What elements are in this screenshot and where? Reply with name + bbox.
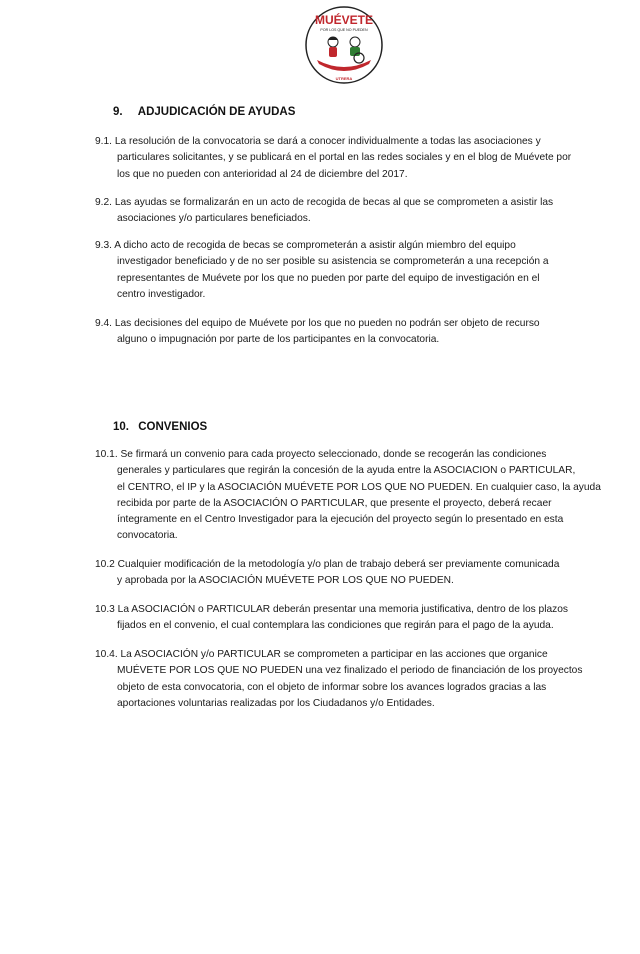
clause-9-4-line-2: alguno o impugnación por parte de los participantes en la convocatoria. (117, 334, 440, 346)
clause-9-3-line-1: 9.3. A dicho acto de recogida de becas se comprometerán a asistir algún miembro del equipo (95, 240, 516, 251)
section-10-title: CONVENIOS (138, 421, 208, 433)
section-10-number: 10. (113, 421, 129, 433)
clause-10-4-line-3: objeto de esta convocatoria, con el objeto de informar sobre los avances logrados gracias a las (117, 681, 547, 693)
logo-figure-hair-left (328, 37, 338, 40)
clause-10-1-line-3: el CENTRO, el IP y la ASOCIACIÓN MUÉVETE POR LOS QUE NO PUEDEN. En cualquier caso, la ayuda (117, 481, 601, 493)
clause-10-2-line-1: 10.2 Cualquier modificación de la metodología y/o plan de trabajo deberá ser previamente comunicada (95, 559, 560, 570)
clause-10-3-line-2: fijados en el convenio, el cual contemplara las condiciones que regirán para el pago de la ayuda. (117, 620, 554, 632)
clause-10-3-line-1: 10.3 La ASOCIACIÓN o PARTICULAR deberán presentar una memoria justificativa, dentro de los plazos (95, 604, 569, 615)
clause-10-1-line-5: íntegramente en el Centro Investigador para la ejecución del proyecto según lo presentado en esta (117, 514, 564, 526)
clause-10-1-line-6: convocatoria. (117, 530, 178, 542)
clause-9-3-line-3: representantes de Muévete por los que no pueden por parte del equipo de investigación en el (117, 272, 540, 284)
logo-figure-body-left (329, 47, 337, 57)
logo-place: UTRERA (335, 76, 353, 81)
section-9-title: ADJUDICACIÓN DE AYUDAS (137, 106, 296, 118)
clause-9-4-line-1: 9.4. Las decisiones del equipo de Muévete por los que no pueden no podrán ser objeto de recurso (95, 318, 540, 329)
clause-9-1-line-2: particulares solicitantes, y se publicará en el portal en las redes sociales y en el blog de Muévete por (117, 152, 572, 164)
logo-subtitle: POR LOS QUE NO PUEDEN (320, 28, 368, 32)
clause-9-2-line-2: asociaciones y/o particulares beneficiados. (117, 213, 311, 225)
section-9-heading (113, 106, 295, 118)
clause-9-1-line-1: 9.1. La resolución de la convocatoria se dará a conocer individualmente a todas las asociaciones y (95, 136, 541, 147)
clause-9-2 (95, 195, 595, 228)
logo-title: MUÉVETE (314, 13, 374, 27)
clause-9-4 (95, 316, 595, 349)
clause-9-3-line-4: centro investigador. (117, 288, 206, 300)
clause-10-1-line-2: generales y particulares que regirán la concesión de la ayuda entre la ASOCIACION o PARTICULAR, (117, 465, 576, 477)
clause-10-3 (95, 602, 595, 635)
clause-10-4-line-4: aportaciones voluntarias realizadas por los Ciudadanos y/o Entidades. (117, 697, 435, 709)
clause-10-4-line-2: MUÉVETE POR LOS QUE NO PUEDEN una vez finalizado el periodo de financiación de los proyectos (117, 665, 583, 677)
muevete-logo (303, 4, 385, 86)
clause-10-1-line-1: 10.1. Se firmará un convenio para cada proyecto seleccionado, donde se recogerán las condiciones (95, 449, 547, 460)
clause-10-2 (95, 557, 595, 590)
clause-9-3-line-2: investigador beneficiado y de no ser posible su asistencia se comprometerán a una recepción a (117, 256, 549, 268)
clause-9-1 (95, 134, 595, 183)
section-9-number: 9. (113, 106, 123, 118)
clause-10-1-line-4: recibida por parte de la ASOCIACIÓN O PARTICULAR, que presente el proyecto, deberá recaer (117, 497, 552, 509)
logo-figure-head-right (350, 37, 360, 47)
logo-graphic (303, 4, 385, 86)
clause-10-4-line-1: 10.4. La ASOCIACIÓN y/o PARTICULAR se comprometen a participar en las acciones que organice (95, 649, 548, 660)
section-10-heading (113, 421, 207, 433)
clause-10-2-line-2: y aprobada por la ASOCIACIÓN MUÉVETE POR LOS QUE NO PUEDEN. (117, 575, 454, 587)
clause-9-1-line-3: los que no pueden con anterioridad al 24 de diciembre del 2017. (117, 168, 408, 180)
clause-10-1 (95, 447, 601, 545)
clause-9-2-line-1: 9.2. Las ayudas se formalizarán en un acto de recogida de becas al que se comprometen a asistir las (95, 197, 554, 208)
clause-9-3 (95, 238, 595, 303)
clause-10-4 (95, 647, 595, 712)
